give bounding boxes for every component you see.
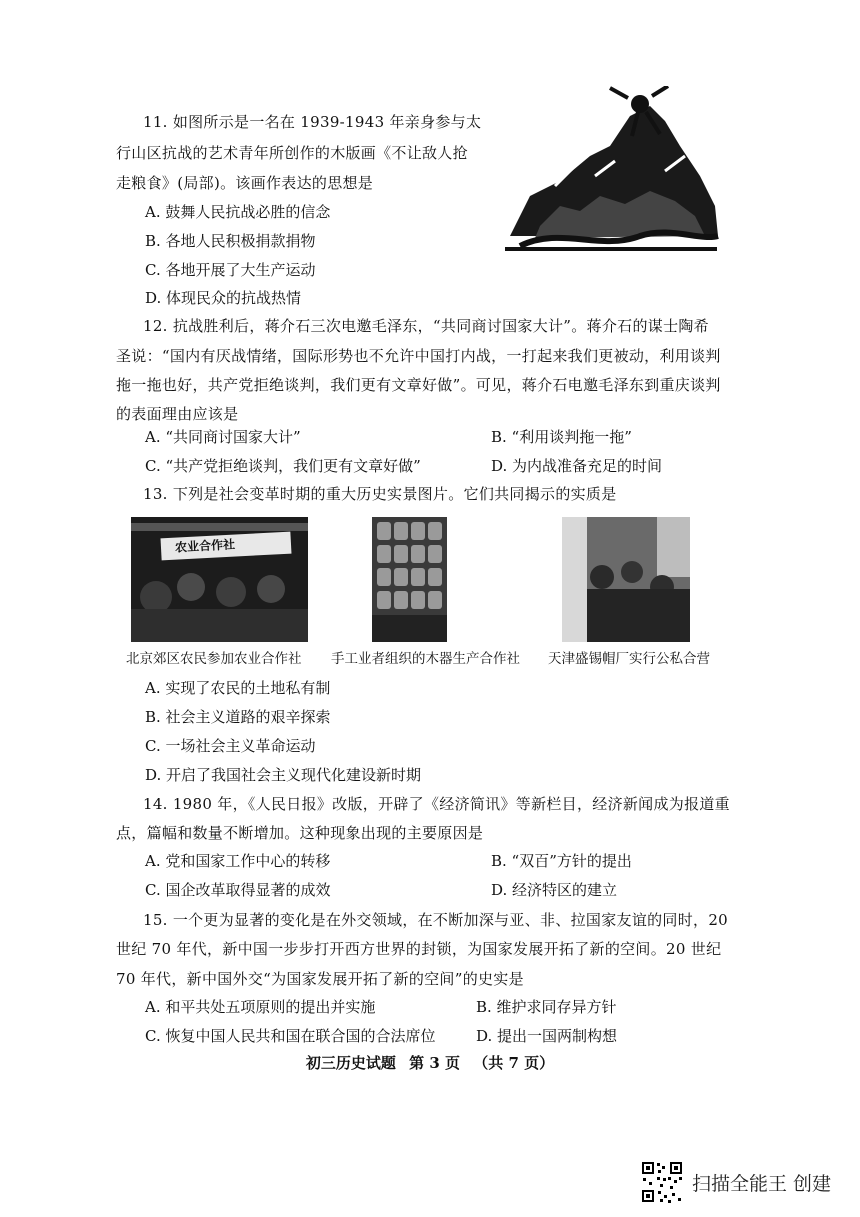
q12-line-4: 的表面理由应该是: [116, 405, 239, 423]
q15-line-3: 70 年代，新中国外交“为国家发展开拓了新的空间”的史实是: [116, 970, 524, 988]
q12-line-1: 12. 抗战胜利后，蒋介石三次电邀毛泽东，“共同商讨国家大计”。蒋介石的谋士陶希: [143, 317, 709, 335]
q12-option-b: B. “利用谈判拖一拖”: [491, 428, 632, 446]
photo-banner-text: 农业合作社: [174, 537, 236, 555]
caption-woodwork-cooperative: 手工业者组织的木器生产合作社: [331, 651, 520, 667]
q11-line-3: 走粮食》(局部)。该画作表达的思想是: [116, 174, 374, 192]
q12-line-2: 圣说：“国内有厌战情绪，国际形势也不允许中国打内战，一打起来我们更被动，利用谈判: [116, 347, 721, 365]
q11-line-2: 行山区抗战的艺术青年所创作的木版画《不让敌人抢: [116, 144, 468, 162]
woodcut-image: [500, 86, 722, 252]
q14-option-d: D. 经济特区的建立: [491, 881, 618, 899]
q14-option-a: A. 党和国家工作中心的转移: [145, 852, 331, 870]
q13-option-c: C. 一场社会主义革命运动: [145, 737, 316, 755]
q15-option-c: C. 恢复中国人民共和国在联合国的合法席位: [145, 1027, 436, 1045]
q15-option-b: B. 维护求同存异方针: [476, 998, 617, 1016]
q12-option-d: D. 为内战准备充足的时间: [491, 457, 663, 475]
q12-option-c: C. “共产党拒绝谈判，我们更有文章好做”: [145, 457, 421, 475]
footer-page: 第 3 页: [409, 1054, 460, 1072]
q15-option-a: A. 和平共处五项原则的提出并实施: [145, 998, 376, 1016]
photo-woodwork-cooperative: [372, 517, 447, 642]
watermark-text: 扫描全能王 创建: [692, 1172, 832, 1195]
q12-option-a: A. “共同商讨国家大计”: [145, 428, 301, 446]
q14-option-b: B. “双百”方针的提出: [491, 852, 632, 870]
caption-hat-factory: 天津盛锡帽厂实行公私合营: [548, 651, 710, 667]
q15-option-d: D. 提出一国两制构想: [476, 1027, 618, 1045]
q11-option-c: C. 各地开展了大生产运动: [145, 261, 316, 279]
qr-code-icon: [640, 1160, 684, 1204]
q11-option-d: D. 体现民众的抗战热情: [145, 289, 302, 307]
caption-agricultural-cooperative: 北京郊区农民参加农业合作社: [126, 651, 302, 667]
q15-line-1: 15. 一个更为显著的变化是在外交领域，在不断加深与亚、非、拉国家友谊的同时，20: [143, 911, 729, 929]
q11-line-1: 11. 如图所示是一名在 1939-1943 年亲身参与太: [143, 113, 482, 131]
q13-option-b: B. 社会主义道路的艰辛探索: [145, 708, 331, 726]
q12-line-3: 拖一拖也好，共产党拒绝谈判，我们更有文章好做”。可见，蒋介石电邀毛泽东到重庆谈判: [116, 376, 721, 394]
scanner-watermark: [640, 1160, 831, 1204]
photo-agricultural-cooperative: [131, 517, 308, 642]
q13-line-1: 13. 下列是社会变革时期的重大历史实景图片。它们共同揭示的实质是: [143, 485, 617, 503]
footer-subject: 初三历史试题: [305, 1054, 396, 1072]
q13-option-d: D. 开启了我国社会主义现代化建设新时期: [145, 766, 422, 784]
q14-line-2: 点，篇幅和数量不断增加。这种现象出现的主要原因是: [116, 824, 484, 842]
q13-option-a: A. 实现了农民的土地私有制: [145, 679, 331, 697]
q11-option-a: A. 鼓舞人民抗战必胜的信念: [145, 203, 331, 221]
photo-hat-factory: [562, 517, 690, 642]
q11-option-b: B. 各地人民积极捐款捐物: [145, 232, 316, 250]
q14-line-1: 14. 1980 年，《人民日报》改版，开辟了《经济简讯》等新栏目，经济新闻成为报道重: [143, 795, 730, 813]
q15-line-2: 世纪 70 年代，新中国一步步打开西方世界的封锁，为国家发展开拓了新的空间。20 世纪: [116, 940, 722, 958]
footer-total: （共 7 页）: [473, 1054, 555, 1072]
page-footer: [0, 1052, 860, 1073]
q14-option-c: C. 国企改革取得显著的成效: [145, 881, 331, 899]
